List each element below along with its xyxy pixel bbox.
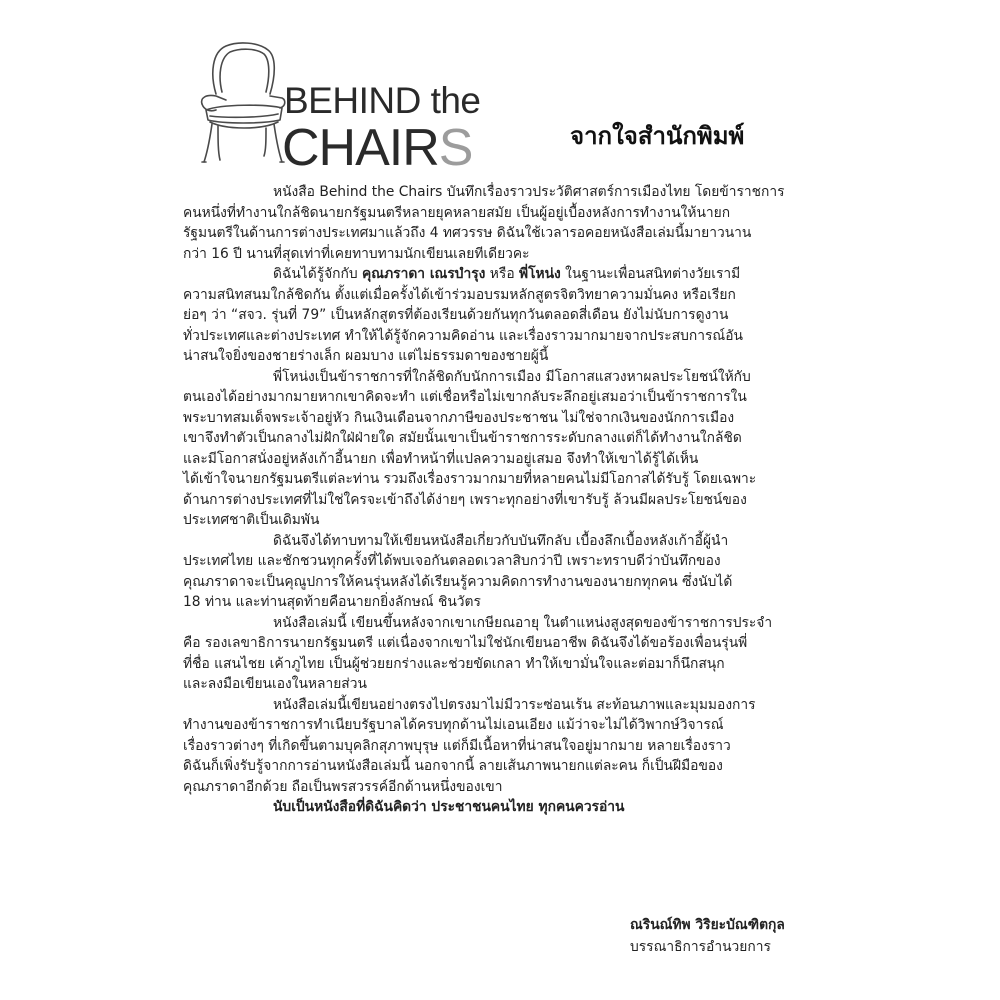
paragraph-line: หนังสือเล่มนี้เขียนอย่างตรงไปตรงมาไม่มีวาระซ่อนเร้น สะท้อนภาพและมุมมองการ [273,696,756,713]
paragraph-line: ทั่วประเทศและต่างประเทศ ทำให้ได้รู้จักความคิดอ่าน และเรื่องราวมากมายจากประสบการณ์อัน [183,327,743,344]
paragraph-line: และมีโอกาสนั่งอยู่หลังเก้าอี้นายก เพื่อทำหน้าที่แปลความอยู่เสมอ จึงทำให้เขาได้รู้ได้เห็น [183,450,699,467]
signature-role: บรรณาธิการอำนวยการ [630,939,771,955]
paragraph-line: 18 ท่าน และท่านสุดท้ายคือนายกยิ่งลักษณ์ ชินวัตร [183,594,481,610]
paragraph-line: ที่ชื่อ แสนไชย เค้าภูไทย เป็นผู้ช่วยยกร่างและช่วยขัดเกลา ทำให้เขามั่นใจและต่อมาก็นึกสนุก [183,655,725,672]
paragraph-line: และลงมือเขียนเองในหลายส่วน [183,676,367,692]
paragraph-line: ดิฉันจึงได้ทาบทามให้เขียนหนังสือเกี่ยวกับบันทึกลับ เบื้องลึกเบื้องหลังเก้าอี้ผู้นำ [273,532,729,549]
paragraph-line: น่าสนใจยิ่งของชายร่างเล็ก ผอมบาง แต่ไม่ธรรมดาของชายผู้นี้ [183,348,549,364]
signature [630,914,810,958]
logo-line-2-accent: S [438,119,473,177]
paragraph-line: คุณภราดาอีกด้วย ถือเป็นพรสวรรค์อีกด้านหนึ่งของเขา [183,778,503,795]
paragraph [183,367,796,531]
paragraph-line: ย่อๆ ว่า “สจว. รุ่นที่ 79” เป็นหลักสูตรที่ต้องเรียนด้วยกันทุกวันตลอดสี่เดือน ยังไม่นับการดูงาน [183,307,729,323]
closing-statement: นับเป็นหนังสือที่ดิฉันคิดว่า ประชาชนคนไทย ทุกคนควรอ่าน [273,799,625,815]
body-text [183,182,796,818]
paragraph-line: พี่โหน่งเป็นข้าราชการที่ใกล้ชิดกับนักการเมือง มีโอกาสแสวงหาผลประโยชน์ให้กับ [273,368,751,385]
paragraph [183,182,796,264]
paragraph-line: ดิฉันก็เพิ่งรับรู้จากการอ่านหนังสือเล่มนี้ นอกจากนี้ ลายเส้นภาพนายกแต่ละคน ก็เป็นฝีมือของ [183,758,723,774]
paragraph-line: หนังสือ Behind the Chairs บันทึกเรื่องราวประวัติศาสตร์การเมืองไทย โดยข้าราชการ [273,184,785,200]
paragraph-line: ประเทศชาติเป็นเดิมพัน [183,512,320,528]
paragraph-line: ได้เข้าใจนายกรัฐมนตรีแต่ละท่าน รวมถึงเรื่องราวมากมายที่หลายคนไม่มีโอกาสได้รับรู้ โดยเฉพาะ [183,471,757,487]
paragraph-line: ดิฉันได้รู้จักกับ คุณภราดา เณรบำรุง หรือ พี่โหน่ง ในฐานะเพื่อนสนิทต่างวัยเรามี [273,266,741,282]
paragraph-line: เรื่องราวต่างๆ ที่เกิดขึ้นตามบุคลิกสุภาพบุรุษ แต่ก็มีเนื้อหาที่น่าสนใจอยู่มากมาย หลายเรื่องราว [183,737,731,754]
paragraph-line: ความสนิทสนมใกล้ชิดกัน ตั้งแต่เมื่อครั้งได้เข้าร่วมอบรมหลักสูตรจิตวิทยาความมั่นคง หรือเรียก [183,286,736,303]
emphasis: คุณภราดา เณรบำรุง [362,266,486,282]
paragraph [183,695,796,798]
emphasis: พี่โหน่ง [519,266,561,282]
paragraph-line: คนหนึ่งที่ทำงานใกล้ชิดนายกรัฐมนตรีหลายยุคหลายสมัย เป็นผู้อยู่เบื้องหลังการทำงานให้นายก [183,204,731,221]
page-title: จากใจสำนักพิมพ์ [570,122,745,150]
paragraph-line: คุณภราดาจะเป็นคุณูปการให้คนรุ่นหลังได้เรียนรู้ความคิดการทำงานของนายกทุกคน ซึ่งนับได้ [183,573,733,590]
paragraph-line: กว่า 16 ปี นานที่สุดเท่าที่เคยทาบทามนักเขียนเลยทีเดียวคะ [183,245,530,262]
chair-icon [196,38,288,166]
logo-line-1: BEHIND the [284,80,481,121]
paragraph-line: ทำงานของข้าราชการทำเนียบรัฐบาลได้ครบทุกด้านไม่เอนเอียง แม้ว่าจะไม่ได้วิพากษ์วิจารณ์ [183,717,724,733]
paragraph [183,613,796,695]
logo-line-2 [282,119,473,177]
logo-line-2-main: CHAIR [282,119,439,177]
paragraph [183,264,796,367]
paragraph [183,531,796,613]
paragraph-line: ตนเองได้อย่างมากมายหากเขาคิดจะทำ แต่เชื่อหรือไม่เขากลับระลึกอยู่เสมอว่าเป็นข้าราชการใน [183,389,747,405]
signature-name: ณรินณ์ทิพ วิริยะบัณฑิตกุล [630,917,785,933]
logo [196,38,496,177]
paragraph-line: รัฐมนตรีในด้านการต่างประเทศมาแล้วถึง 4 ทศวรรษ ดิฉันใช้เวลารอคอยหนังสือเล่มนี้มายาวนาน [183,225,752,241]
paragraph-line: คือ รองเลขาธิการนายกรัฐมนตรี แต่เนื่องจากเขาไม่ใช่นักเขียนอาชีพ ดิฉันจึงได้ขอร้องเพื่อนรุ่นพี่ [183,635,748,651]
paragraph-line: ประเทศไทย และชักชวนทุกครั้งที่ได้พบเจอกันตลอดเวลาสิบกว่าปี เพราะทราบดีว่าบันทึกของ [183,553,721,569]
paragraph-line: เขาจึงทำตัวเป็นกลางไม่ฝักใฝ่ฝ่ายใด สมัยนั้นเขาเป็นข้าราชการระดับกลางแต่ก็ได้ทำงานใกล้ชิด [183,430,742,446]
paragraph-line: หนังสือเล่มนี้ เขียนขึ้นหลังจากเขาเกษียณอายุ ในตำแหน่งสูงสุดของข้าราชการประจำ [273,614,773,631]
paragraph-line: ด้านการต่างประเทศที่ไม่ใช่ใครจะเข้าถึงได้ง่ายๆ เพราะทุกอย่างที่เขารับรู้ ล้วนมีผลประโยชน์ของ [183,491,747,508]
paragraph-line: พระบาทสมเด็จพระเจ้าอยู่หัว กินเงินเดือนจากภาษีของประชาชน ไม่ใช่จากเงินของนักการเมือง [183,409,735,426]
